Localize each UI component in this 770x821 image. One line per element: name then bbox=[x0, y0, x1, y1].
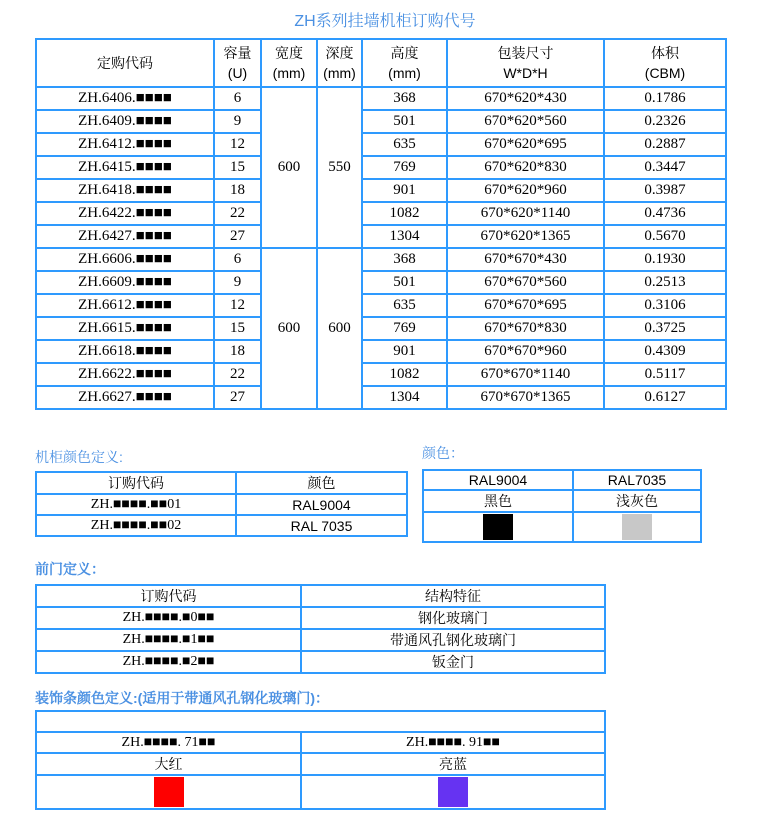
column-header: 结构特征 bbox=[301, 585, 605, 607]
cell-package-size: 670*620*430 bbox=[447, 87, 604, 110]
cell-volume: 0.2326 bbox=[604, 110, 726, 133]
cell-order-code: ZH.6412.■■■■ bbox=[36, 133, 214, 156]
table-row bbox=[36, 156, 726, 179]
table-row bbox=[36, 87, 726, 110]
cell-package-size: 670*670*430 bbox=[447, 248, 604, 271]
table-row bbox=[36, 202, 726, 225]
cell-package-size: 670*670*1365 bbox=[447, 386, 604, 409]
cell-capacity: 18 bbox=[214, 340, 261, 363]
header-row bbox=[36, 472, 407, 494]
cell-depth-merged: 600 bbox=[317, 248, 362, 409]
cell-height: 635 bbox=[362, 294, 447, 317]
table-row bbox=[36, 607, 605, 629]
cell-volume: 0.2513 bbox=[604, 271, 726, 294]
cell-capacity: 18 bbox=[214, 179, 261, 202]
cell-capacity: 9 bbox=[214, 271, 261, 294]
page-title: ZH系列挂墙机柜订购代号 bbox=[294, 13, 476, 30]
cell-empty bbox=[36, 711, 605, 732]
cell-value: 钣金门 bbox=[301, 651, 605, 673]
cell-capacity: 12 bbox=[214, 294, 261, 317]
table-row bbox=[36, 248, 726, 271]
cell-volume: 0.4309 bbox=[604, 340, 726, 363]
column-header: 订购代码 bbox=[36, 585, 301, 607]
cell-package-size: 670*620*1140 bbox=[447, 202, 604, 225]
cell-width-merged: 600 bbox=[261, 87, 317, 248]
column-header: 定购代码 bbox=[36, 39, 214, 87]
cell-capacity: 12 bbox=[214, 133, 261, 156]
cell-color-name: 亮蓝 bbox=[301, 753, 605, 775]
table-row bbox=[36, 515, 407, 536]
ral-code-row bbox=[423, 470, 701, 490]
table-row bbox=[36, 271, 726, 294]
cell-depth-merged: 550 bbox=[317, 87, 362, 248]
table-row bbox=[36, 110, 726, 133]
column-header: 深度 (mm) bbox=[317, 39, 362, 87]
column-header: 订购代码 bbox=[36, 472, 236, 494]
cell-height: 501 bbox=[362, 110, 447, 133]
cell-order-code: ZH.■■■■. 71■■ bbox=[36, 732, 301, 753]
cell-order-code: ZH.6622.■■■■ bbox=[36, 363, 214, 386]
table-row bbox=[36, 294, 726, 317]
cell-capacity: 15 bbox=[214, 317, 261, 340]
cell-height: 635 bbox=[362, 133, 447, 156]
cell-order-code: ZH.6409.■■■■ bbox=[36, 110, 214, 133]
cell-order-code: ZH.■■■■.■■01 bbox=[36, 494, 236, 515]
cell-order-code: ZH.■■■■.■2■■ bbox=[36, 651, 301, 673]
main-table bbox=[35, 38, 727, 410]
cell-value: 钢化玻璃门 bbox=[301, 607, 605, 629]
cell-ral-code: RAL9004 bbox=[423, 470, 573, 490]
column-header: 包装尺寸 W*D*H bbox=[447, 39, 604, 87]
cell-capacity: 6 bbox=[214, 87, 261, 110]
cabinet-color-heading: 机柜颜色定义: bbox=[35, 449, 123, 465]
cell-volume: 0.6127 bbox=[604, 386, 726, 409]
cell-volume: 0.1930 bbox=[604, 248, 726, 271]
column-header: 容量 (U) bbox=[214, 39, 261, 87]
cell-package-size: 670*620*960 bbox=[447, 179, 604, 202]
trim-color-table bbox=[35, 710, 606, 810]
cell-swatch bbox=[573, 512, 701, 542]
cell-capacity: 22 bbox=[214, 202, 261, 225]
cell-height: 1304 bbox=[362, 386, 447, 409]
cell-height: 1082 bbox=[362, 202, 447, 225]
cell-package-size: 670*620*560 bbox=[447, 110, 604, 133]
cell-volume: 0.3987 bbox=[604, 179, 726, 202]
cell-volume: 0.3447 bbox=[604, 156, 726, 179]
cell-capacity: 15 bbox=[214, 156, 261, 179]
color-swatch bbox=[438, 777, 468, 807]
cell-volume: 0.2887 bbox=[604, 133, 726, 156]
cell-capacity: 27 bbox=[214, 225, 261, 248]
color-swatch bbox=[483, 514, 513, 540]
table-row bbox=[36, 629, 605, 651]
color-swatch bbox=[622, 514, 652, 540]
cell-package-size: 670*670*695 bbox=[447, 294, 604, 317]
cabinet-color-table bbox=[35, 471, 408, 537]
color-name-row bbox=[36, 753, 605, 775]
cell-color-name: 大红 bbox=[36, 753, 301, 775]
table-row bbox=[36, 225, 726, 248]
cell-value: 带通风孔钢化玻璃门 bbox=[301, 629, 605, 651]
cell-color-name: 浅灰色 bbox=[573, 490, 701, 512]
table-row bbox=[36, 133, 726, 156]
cell-volume: 0.5117 bbox=[604, 363, 726, 386]
column-header: 宽度 (mm) bbox=[261, 39, 317, 87]
cell-capacity: 6 bbox=[214, 248, 261, 271]
cell-package-size: 670*620*1365 bbox=[447, 225, 604, 248]
cell-swatch bbox=[423, 512, 573, 542]
swatch-row bbox=[423, 512, 701, 542]
cell-swatch bbox=[301, 775, 605, 809]
cell-package-size: 670*620*695 bbox=[447, 133, 604, 156]
cell-order-code: ZH.6406.■■■■ bbox=[36, 87, 214, 110]
cell-order-code: ZH.6612.■■■■ bbox=[36, 294, 214, 317]
color-swatch bbox=[154, 777, 184, 807]
front-door-table bbox=[35, 584, 606, 674]
cell-capacity: 9 bbox=[214, 110, 261, 133]
cell-package-size: 670*670*1140 bbox=[447, 363, 604, 386]
cell-height: 769 bbox=[362, 317, 447, 340]
main-table-header-row bbox=[36, 39, 726, 87]
main-table-body bbox=[36, 87, 726, 409]
table-row bbox=[36, 494, 407, 515]
table-row bbox=[36, 340, 726, 363]
column-header: 高度 (mm) bbox=[362, 39, 447, 87]
table-row bbox=[36, 363, 726, 386]
cell-value: RAL9004 bbox=[236, 494, 407, 515]
code-row bbox=[36, 732, 605, 753]
cell-height: 501 bbox=[362, 271, 447, 294]
color-heading: 颜色： bbox=[422, 445, 464, 461]
cell-order-code: ZH.■■■■.■0■■ bbox=[36, 607, 301, 629]
column-header: 颜色 bbox=[236, 472, 407, 494]
cell-capacity: 27 bbox=[214, 386, 261, 409]
cell-volume: 0.3106 bbox=[604, 294, 726, 317]
cell-volume: 0.3725 bbox=[604, 317, 726, 340]
cell-ral-code: RAL7035 bbox=[573, 470, 701, 490]
cell-volume: 0.4736 bbox=[604, 202, 726, 225]
trim-color-heading: 装饰条颜色定义:(适用于带通风孔钢化玻璃门)： bbox=[35, 690, 329, 706]
swatch-row bbox=[36, 775, 605, 809]
cell-height: 368 bbox=[362, 87, 447, 110]
cell-order-code: ZH.6427.■■■■ bbox=[36, 225, 214, 248]
cell-package-size: 670*670*960 bbox=[447, 340, 604, 363]
cell-order-code: ZH.6422.■■■■ bbox=[36, 202, 214, 225]
cell-height: 901 bbox=[362, 340, 447, 363]
cell-capacity: 22 bbox=[214, 363, 261, 386]
cell-order-code: ZH.6418.■■■■ bbox=[36, 179, 214, 202]
color-name-row bbox=[423, 490, 701, 512]
main-table-head bbox=[36, 39, 726, 87]
cell-order-code: ZH.6415.■■■■ bbox=[36, 156, 214, 179]
table-row bbox=[36, 651, 605, 673]
cell-height: 368 bbox=[362, 248, 447, 271]
table-row bbox=[36, 317, 726, 340]
cell-order-code: ZH.■■■■.■■02 bbox=[36, 515, 236, 536]
cell-swatch bbox=[36, 775, 301, 809]
header-row bbox=[36, 585, 605, 607]
cell-order-code: ZH.■■■■.■1■■ bbox=[36, 629, 301, 651]
cell-package-size: 670*670*560 bbox=[447, 271, 604, 294]
cell-order-code: ZH.■■■■. 91■■ bbox=[301, 732, 605, 753]
cell-order-code: ZH.6615.■■■■ bbox=[36, 317, 214, 340]
color-swatch-table bbox=[422, 469, 702, 543]
cell-width-merged: 600 bbox=[261, 248, 317, 409]
cell-volume: 0.5670 bbox=[604, 225, 726, 248]
cell-color-name: 黑色 bbox=[423, 490, 573, 512]
table-row bbox=[36, 386, 726, 409]
cell-order-code: ZH.6606.■■■■ bbox=[36, 248, 214, 271]
table-row bbox=[36, 179, 726, 202]
cell-height: 901 bbox=[362, 179, 447, 202]
cell-order-code: ZH.6618.■■■■ bbox=[36, 340, 214, 363]
cell-height: 1304 bbox=[362, 225, 447, 248]
cell-volume: 0.1786 bbox=[604, 87, 726, 110]
front-door-heading: 前门定义： bbox=[35, 561, 105, 577]
cell-order-code: ZH.6627.■■■■ bbox=[36, 386, 214, 409]
column-header: 体积 (CBM) bbox=[604, 39, 726, 87]
cell-order-code: ZH.6609.■■■■ bbox=[36, 271, 214, 294]
empty-row bbox=[36, 711, 605, 732]
cell-height: 769 bbox=[362, 156, 447, 179]
cell-value: RAL 7035 bbox=[236, 515, 407, 536]
cell-package-size: 670*620*830 bbox=[447, 156, 604, 179]
cell-package-size: 670*670*830 bbox=[447, 317, 604, 340]
cell-height: 1082 bbox=[362, 363, 447, 386]
